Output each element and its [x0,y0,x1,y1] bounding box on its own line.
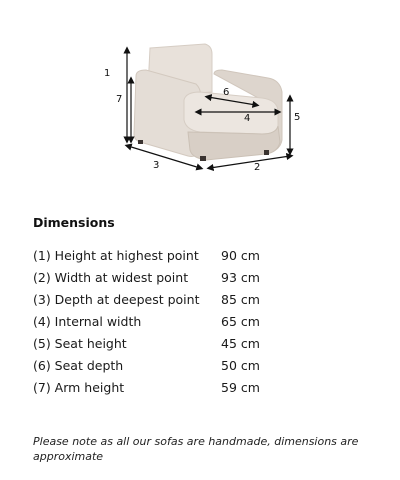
dimension-label: (3) Depth at deepest point [33,291,200,307]
label-4: 4 [244,113,251,124]
label-3: 3 [153,160,160,171]
dimension-row [33,310,293,332]
dimension-row [33,354,293,376]
handmade-note: Please note as all our sofas are handmade, dimensions are approximate [33,435,359,463]
dimension-label: (5) Seat height [33,335,127,351]
dimension-value: 85 cm [221,291,260,307]
armchair-dimension-diagram [0,0,400,200]
label-6: 6 [223,87,230,98]
dimension-value: 45 cm [221,335,260,351]
dimension-row [33,288,293,310]
label-5: 5 [294,112,301,123]
dimension-label: (7) Arm height [33,379,125,395]
dimension-value: 93 cm [221,269,260,285]
dimension-label: (6) Seat depth [33,357,124,373]
dimensions-list [33,244,293,398]
dimension-row [33,376,293,398]
label-2: 2 [254,162,261,173]
dimensions-heading: Dimensions [33,215,115,230]
dimension-value: 65 cm [221,313,260,329]
armchair-illustration [0,0,400,200]
dimension-value: 90 cm [221,247,260,263]
dimension-label: (4) Internal width [33,313,142,329]
dimension-row [33,244,293,266]
dimension-row [33,266,293,288]
dimension-row [33,332,293,354]
dimension-label: (2) Width at widest point [33,269,189,285]
label-1: 1 [104,68,111,79]
armchair [134,44,282,161]
label-7: 7 [116,94,123,105]
dimension-label: (1) Height at highest point [33,247,199,263]
dimension-value: 59 cm [221,379,260,395]
dimension-value: 50 cm [221,357,260,373]
